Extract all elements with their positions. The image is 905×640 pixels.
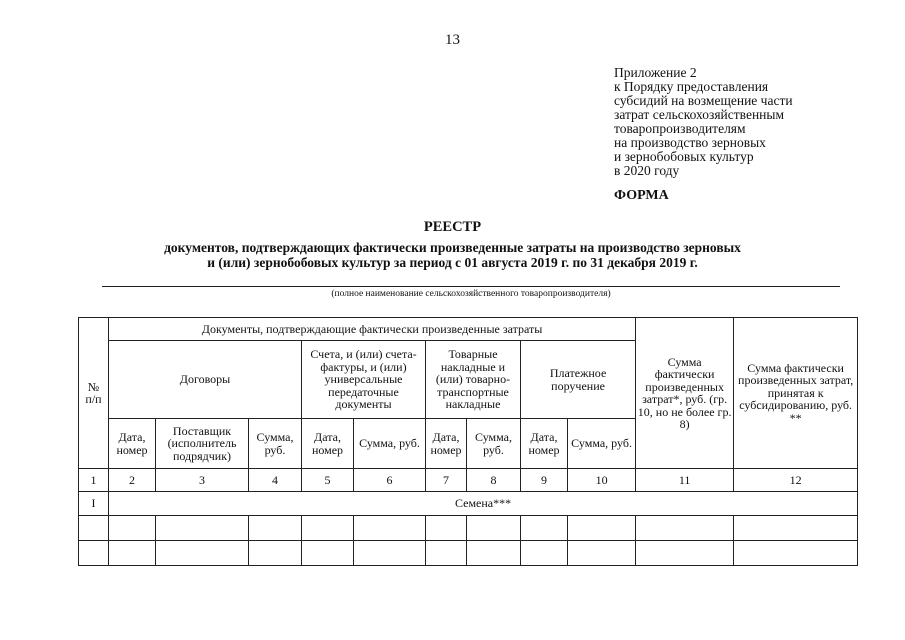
organization-name-line — [102, 286, 840, 287]
table-cell[interactable] — [467, 541, 521, 566]
column-number-cell: 6 — [354, 469, 426, 492]
column-number-cell: 7 — [426, 469, 467, 492]
column-number-cell: 1 — [79, 469, 109, 492]
subheader-date-number: Дата, номер — [521, 419, 568, 469]
subheader-date-number: Дата, номер — [302, 419, 354, 469]
column-number-cell: 4 — [249, 469, 302, 492]
organization-name-caption: (полное наименование сельскохозяйственного товаропроизводителя) — [331, 289, 611, 299]
column-number-cell: 9 — [521, 469, 568, 492]
subheader-supplier: Поставщик (исполнитель подрядчик) — [156, 419, 249, 469]
subheader-sum: Сумма, руб. — [354, 419, 426, 469]
table-cell[interactable] — [79, 541, 109, 566]
table-cell[interactable] — [109, 516, 156, 541]
subheader-sum: Сумма, руб. — [249, 419, 302, 469]
document-subtitle — [100, 240, 805, 270]
appendix-line: Приложение 2 — [614, 65, 697, 80]
table-cell[interactable] — [156, 541, 249, 566]
column-number-cell: 10 — [568, 469, 636, 492]
appendix-block — [614, 66, 874, 178]
document-title: РЕЕСТР — [423, 219, 482, 235]
header-total-costs: Сумма фактически произведенных затрат*, руб. (гр. 10, но не более гр. 8) — [636, 318, 734, 469]
subheader-date-number: Дата, номер — [426, 419, 467, 469]
table-cell[interactable] — [734, 516, 858, 541]
header-invoices: Счета, и (или) счета-фактуры, и (или) универсальные передаточные документы — [302, 341, 426, 419]
table-cell[interactable] — [354, 541, 426, 566]
table-cell[interactable] — [249, 516, 302, 541]
header-documents-group: Документы, подтверждающие фактически произведенные затраты — [109, 318, 636, 341]
table-cell[interactable] — [302, 516, 354, 541]
table-cell[interactable] — [426, 541, 467, 566]
appendix-line: товаропроизводителям — [614, 121, 746, 136]
appendix-line: к Порядку предоставления — [614, 79, 769, 94]
table-cell[interactable] — [568, 541, 636, 566]
appendix-line: и зернобобовых культур — [614, 149, 754, 164]
header-payment-order: Платежное поручение — [521, 341, 636, 419]
table-cell[interactable] — [568, 516, 636, 541]
registry-table — [78, 317, 858, 566]
column-number-cell: 5 — [302, 469, 354, 492]
appendix-line: в 2020 году — [614, 163, 680, 178]
page-number: 13 — [445, 32, 460, 48]
appendix-line: субсидий на возмещение части — [614, 93, 793, 108]
table-cell[interactable] — [636, 516, 734, 541]
table-cell[interactable] — [79, 516, 109, 541]
table-cell[interactable] — [521, 516, 568, 541]
section-seeds-label: Семена*** — [109, 492, 858, 516]
appendix-line: затрат сельскохозяйственным — [614, 107, 785, 122]
section-roman-number: I — [79, 492, 109, 516]
subheader-date-number: Дата, номер — [109, 419, 156, 469]
table-cell[interactable] — [302, 541, 354, 566]
table-cell[interactable] — [354, 516, 426, 541]
header-number: № п/п — [79, 318, 109, 469]
header-waybills: Товарные накладные и (или) товарно-транспортные накладные — [426, 341, 521, 419]
table-cell[interactable] — [521, 541, 568, 566]
column-number-cell: 2 — [109, 469, 156, 492]
table-cell[interactable] — [734, 541, 858, 566]
subheader-sum: Сумма, руб. — [467, 419, 521, 469]
table-cell[interactable] — [249, 541, 302, 566]
header-contracts: Договоры — [109, 341, 302, 419]
table-cell[interactable] — [467, 516, 521, 541]
table-cell[interactable] — [156, 516, 249, 541]
subheader-sum: Сумма, руб. — [568, 419, 636, 469]
subtitle-line: документов, подтверждающих фактически произведенные затраты на производство зерновых — [164, 240, 741, 255]
column-number-cell: 3 — [156, 469, 249, 492]
column-number-cell: 8 — [467, 469, 521, 492]
form-label: ФОРМА — [614, 188, 669, 203]
header-total-subsidy: Сумма фактически произведенных затрат, принятая к субсидированию, руб. ** — [734, 318, 858, 469]
table-cell[interactable] — [636, 541, 734, 566]
table-cell[interactable] — [109, 541, 156, 566]
appendix-line: на производство зерновых — [614, 135, 766, 150]
table-cell[interactable] — [426, 516, 467, 541]
column-number-cell: 12 — [734, 469, 858, 492]
column-number-cell: 11 — [636, 469, 734, 492]
subtitle-line: и (или) зернобобовых культур за период с 01 августа 2019 г. по 31 декабря 2019 г. — [207, 255, 698, 270]
